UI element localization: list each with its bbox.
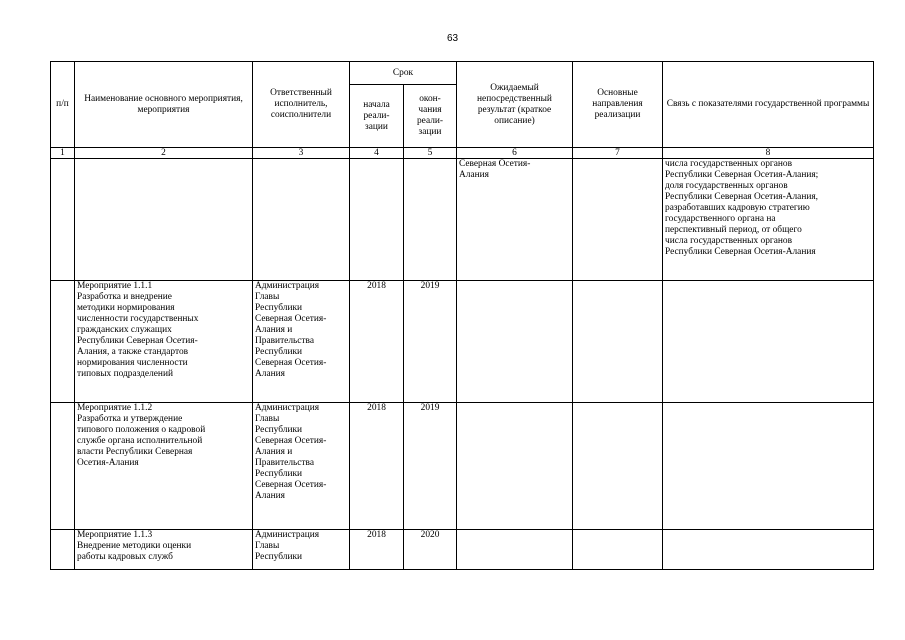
program-activities-table bbox=[50, 61, 874, 570]
column-number: 8 bbox=[663, 148, 874, 159]
header-end: окон- чания реали- зации bbox=[404, 85, 457, 148]
indicator-link bbox=[663, 403, 874, 530]
responsible: Администрация Главы Республики bbox=[253, 530, 350, 570]
column-number: 7 bbox=[573, 148, 663, 159]
header-term: Срок bbox=[350, 62, 457, 85]
directions bbox=[573, 403, 663, 530]
directions bbox=[573, 530, 663, 570]
column-number: 3 bbox=[253, 148, 350, 159]
row-num bbox=[51, 403, 75, 530]
responsible bbox=[253, 159, 350, 281]
column-number: 2 bbox=[75, 148, 253, 159]
end-year: 2019 bbox=[404, 281, 457, 403]
directions bbox=[573, 159, 663, 281]
row-num bbox=[51, 530, 75, 570]
header-num: п/п bbox=[51, 62, 75, 148]
column-number: 6 bbox=[457, 148, 573, 159]
table-row bbox=[51, 159, 874, 281]
row-num bbox=[51, 281, 75, 403]
column-number: 5 bbox=[404, 148, 457, 159]
page-number: 63 bbox=[446, 33, 459, 44]
row-num bbox=[51, 159, 75, 281]
directions bbox=[573, 281, 663, 403]
activity-name: Мероприятие 1.1.2 Разработка и утверждение типового положения о кадровой службе органа исполнительной власти Республики Северная Осетия-Алания bbox=[75, 403, 253, 530]
start-year bbox=[350, 159, 404, 281]
column-number: 4 bbox=[350, 148, 404, 159]
activity-name: Мероприятие 1.1.3 Внедрение методики оценки работы кадровых служб bbox=[75, 530, 253, 570]
header-directions: Основные направления реализации bbox=[573, 62, 663, 148]
expected-result: Северная Осетия- Алания bbox=[457, 159, 573, 281]
table-row bbox=[51, 403, 874, 530]
end-year: 2019 bbox=[404, 403, 457, 530]
expected-result bbox=[457, 281, 573, 403]
expected-result bbox=[457, 530, 573, 570]
start-year: 2018 bbox=[350, 530, 404, 570]
table-row bbox=[51, 281, 874, 403]
responsible: Администрация Главы Республики Северная Осетия- Алания и Правительства Республики Северная Осетия- Алания bbox=[253, 403, 350, 530]
table-row bbox=[51, 530, 874, 570]
start-year: 2018 bbox=[350, 281, 404, 403]
header-start: начала реали- зации bbox=[350, 85, 404, 148]
activity-name: Мероприятие 1.1.1 Разработка и внедрение методики нормирования численности государственных гражданских служащих Республики Северная Осетия- Алания, а также стандартов нормирования численности типовых подразделений bbox=[75, 281, 253, 403]
indicator-link bbox=[663, 281, 874, 403]
header-name: Наименование основного мероприятия, мероприятия bbox=[75, 62, 253, 148]
header-responsible: Ответственный исполнитель, соисполнители bbox=[253, 62, 350, 148]
activity-name bbox=[75, 159, 253, 281]
start-year: 2018 bbox=[350, 403, 404, 530]
column-number-row bbox=[51, 148, 874, 159]
expected-result bbox=[457, 403, 573, 530]
column-number: 1 bbox=[51, 148, 75, 159]
indicator-link: числа государственных органов Республики Северная Осетия-Алания; доля государственных органов Республики Северная Осетия-Алания, разработавших кадровую стратегию государственного органа на перспективный период, от общего числа государственных органов Республики Северная Осетия-Алания bbox=[663, 159, 874, 281]
header-link: Связь с показателями государственной программы bbox=[663, 62, 874, 148]
indicator-link bbox=[663, 530, 874, 570]
end-year bbox=[404, 159, 457, 281]
header-result: Ожидаемый непосредственный результат (краткое описание) bbox=[457, 62, 573, 148]
end-year: 2020 bbox=[404, 530, 457, 570]
responsible: Администрация Главы Республики Северная Осетия- Алания и Правительства Республики Северная Осетия- Алания bbox=[253, 281, 350, 403]
header-row bbox=[51, 62, 874, 85]
